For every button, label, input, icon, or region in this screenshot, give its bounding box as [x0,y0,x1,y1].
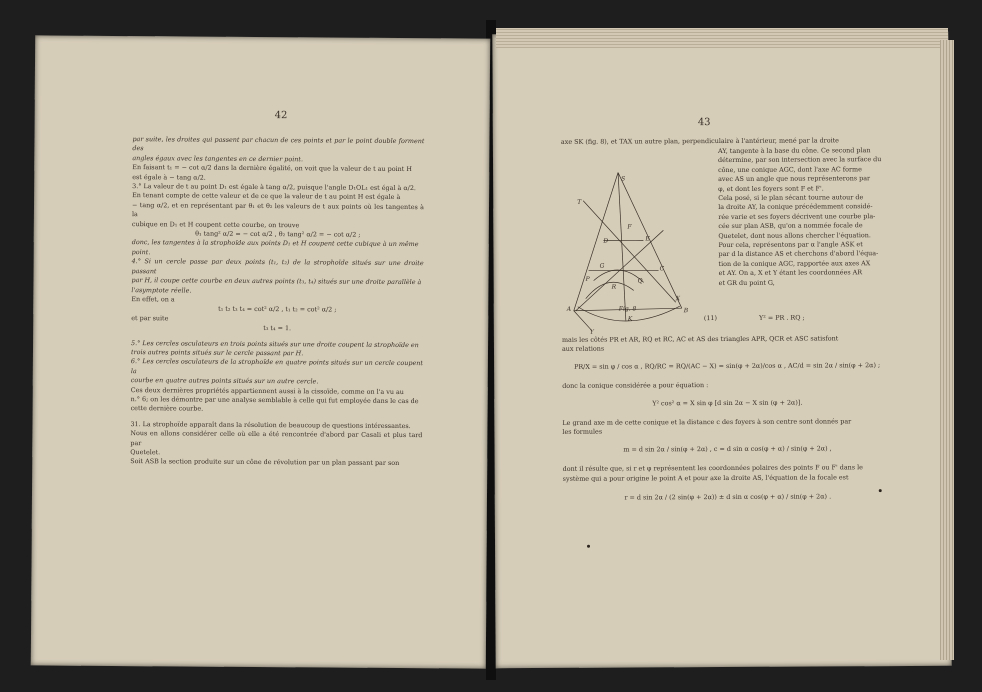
fig-label-y: Y [589,328,594,336]
text-line: courbe en quatre autres points situés sur un autre cercle. [130,376,319,386]
text-line: mais les côtés PR et AR, RQ et RC, AC et AS des triangles APR, QCR et ASC satisfont [561,334,839,344]
equation: PR/X = sin φ / cos α , RQ/RC = RQ/(AC − X) = sin(φ + 2α)/cos α , AC/d = sin 2α / sin(φ + 2α) ; [574,360,881,371]
text-line: l'asymptote réelle. [131,285,192,295]
fig-label-k: K [627,315,633,323]
text-line: cône, une conique AGC, dont l'axe AC forme [718,165,862,174]
fig-label-e: E [645,235,650,243]
text-line: donc la conique considérée a pour équation : [562,381,709,391]
fig-label-c: C [659,265,665,273]
text-line: système qui a pour origine le point A et pour axe la droite AS, l'équation de la focale est [562,472,849,483]
equation: r = d sin 2α / (2 sin(φ + 2α)) ± d sin α cos(φ + α) / sin(φ + 2α) . [624,492,832,502]
equation: t₁ t₂ t₃ t₄ = cot² α/2 , t₁ t₂ = cot² α/2 ; [218,305,337,314]
text-line: point. [131,247,151,257]
fig-label-g: G [599,262,605,270]
text-line: avec AS un angle que nous représenterons par [718,174,871,184]
figure-caption: Fig. 8 [618,305,637,313]
text-line: aux relations [561,345,605,354]
text-line: et AY. On a, X et Y étant les coordonnées AR [718,268,863,278]
text-line: la droite AY, la conique précédemment considé- [718,202,873,212]
text-line: détermine, par son intersection avec la surface du [717,155,882,165]
equation-11 [704,313,894,323]
left-page-number: 42 [274,110,288,122]
ink-speck [879,489,882,492]
ink-speck [587,545,590,548]
text-line: n.° 6; on les démontre par une analyse semblable à celle qui fut employée dans le cas de [130,395,419,406]
text-line: En faisant t₁ = − cot α/2 dans la dernière égalité, on voit que la valeur de t au point H [132,163,412,174]
right-column-text [718,146,889,288]
fig-label-d: D [603,237,609,245]
fig-label-s: S [621,175,626,183]
fig-label-r: R [611,283,617,291]
fig-label-b: B [683,307,689,315]
text-line: par suite, les droites qui passent par chacun de ces points et par le point double forment des [132,135,425,153]
text-line: cubique en D₁ et H coupent cette courbe, on trouve [131,219,300,229]
text-line: par d la distance AS et cherchons d'abord l'équa- [718,249,879,259]
text-line: 31. La strophoïde apparaît dans la résolution de beaucoup de questions intéressantes. [130,419,411,430]
text-line: AY, tangente à la base du cône. Ce second plan [717,146,871,156]
text-line: est égale à − tang α/2. [132,172,206,182]
right-page-number: 43 [697,117,711,129]
text-line: 4.° Si un cercle passe par deux points (t₁, t₂) de la strophoïde situés sur une droite passant [131,257,424,275]
equation: t₃ t₄ = 1. [263,324,292,333]
text-line: Nous en allons considérer celle où elle a été rencontrée d'abord par Casali et plus tard par [130,429,423,447]
equation: m = d sin 2α / sin(φ + 2α) , c = d sin α cos(φ + α) / sin(φ + 2α) , [623,444,832,454]
text-line: les formules [562,428,603,437]
text-line: Le grand axe m de cette conique et la distance c des foyers à son centre sont donnés par [562,417,852,427]
right-page [492,32,951,668]
text-line: φ, et dont les foyers sont F et F'. [718,184,824,193]
text-line: rée varie et ses foyers décrivent une courbe pla- [718,212,876,221]
left-page-body [130,135,424,469]
text-line: Ces deux dernières propriétés appartiennent aussi à la cissoïde, comme on l'a vu au [130,385,404,396]
text-line: cée sur plan ASB, qu'on a nommée focale de [718,221,863,231]
fig-label-f: F [627,223,632,231]
text-line: Quetelet. [130,448,161,457]
equation: Y² = PR . RQ ; [758,313,805,322]
text-line: En effet, on a [131,295,175,304]
text-line: 5.° Les cercles osculateurs en trois points situés sur une droite coupent la strophoïde en [131,338,419,349]
right-intro-line: axe SK (fig. 8), et TAX un autre plan, perpendiculaire à l'antérieur, mené par la droite [560,136,839,146]
page-stack-right-edge [940,40,954,660]
equation: θ₁ tang² α/2 = − cot α/2 , θ₂ tang² α/2 = − cot α/2 ; [195,229,361,239]
text-line: Quetelet, dont nous allons chercher l'équation. [718,230,871,240]
text-line: angles égaux avec les tangentes en ce dernier point. [132,153,304,164]
fig-label-t: T [577,198,582,206]
text-line: tion de la conique AGC, rapportée aux axes AX [718,259,871,268]
fig-label-x: X [675,295,681,303]
text-line: et GR du point G, [718,278,775,287]
fig-label-q: Q [637,277,643,285]
text-line: 6.° Les cercles osculateurs de la strophoïde en quatre points situés sur un cercle coupent la [130,357,423,375]
text-line: dont il résulte que, si r et φ représentent les coordonnées polaires des points F ou F' dans le [562,463,863,474]
right-lower-text [562,334,893,503]
text-line: − tang α/2, et en représentant par θ₁ et θ₂ les valeurs de t aux points où les tangentes à la [131,200,425,219]
text-line: En tenant compte de cette valeur et de ce que la valeur de t au point H est égale à [132,191,401,202]
text-line: trois autres points situés sur le cercle passant par H. [130,348,304,358]
fig-label-a: A [566,305,572,313]
equation-label: (11) [703,314,717,323]
text-line: donc, les tangentes à la strophoïde aux points D₁ et H coupent cette cubique à un même [131,238,419,249]
text-line: 3.° La valeur de t au point D₁ est égale à tang α/2, puisque l'angle D₁OL₁ est égal à α/2. [132,182,416,193]
page-stack-top-edge [496,28,948,48]
left-page [31,35,490,668]
text-line: et par suite [131,313,169,323]
fig-label-p: P [585,275,590,283]
text-line: Pour cela, représentons par α l'angle ASK et [718,240,863,250]
text-line: Cela posé, si le plan sécant tourne autour de [718,193,864,203]
text-line: par H, il coupe cette courbe en deux autres points (t₃, t₄) situés sur une droite parallèle à [131,276,422,287]
equation: Y² cos² α = X sin φ [d sin 2α − X sin (φ + 2α)]. [652,398,803,407]
text-line: cette dernière courbe. [130,404,204,413]
text-line: Soit ASB la section produite sur un cône de révolution par un plan passant par son [130,457,400,468]
